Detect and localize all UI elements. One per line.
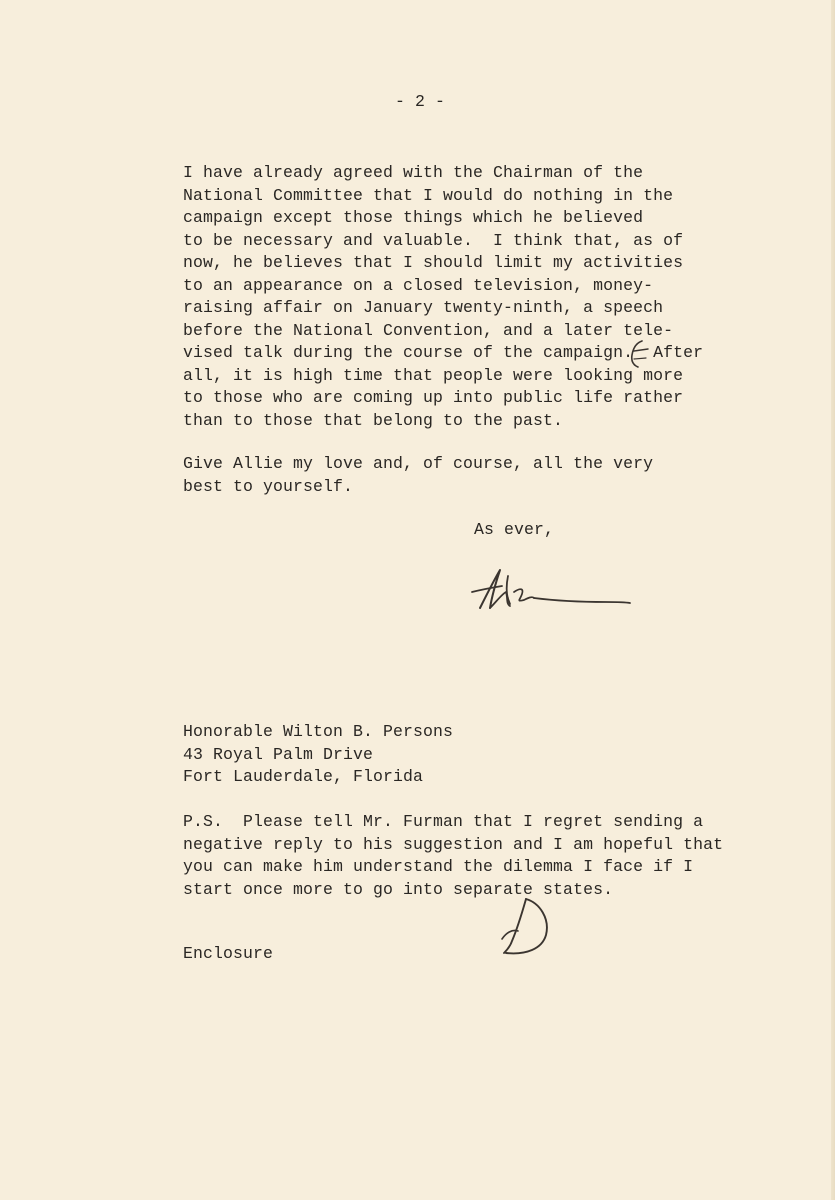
- text-line: to an appearance on a closed television, money-: [183, 275, 654, 295]
- text-line: before the National Convention, and a later tele-: [183, 320, 674, 340]
- text-line: to those who are coming up into public life rather: [183, 388, 684, 407]
- text-line: National Committee that I would do nothing in the: [183, 185, 674, 205]
- text-line: raising affair on January twenty-ninth, a speech: [183, 298, 664, 317]
- body-paragraph-1: [183, 162, 703, 432]
- text-line: vised talk during the course of the campaign. After: [183, 343, 704, 362]
- recipient-address: [183, 721, 453, 789]
- text-line: start once more to go into separate states.: [183, 879, 614, 899]
- handwritten-signature: [466, 562, 636, 618]
- page-number: - 2 -: [395, 92, 446, 111]
- text-line: campaign except those things which he believed: [183, 208, 644, 227]
- text-line: best to yourself.: [183, 476, 354, 496]
- address-line: Fort Lauderdale, Florida: [183, 767, 424, 786]
- body-paragraph-2: [183, 453, 653, 498]
- text-line: P.S. Please tell Mr. Furman that I regret sending a: [183, 812, 704, 831]
- text-line: you can make him understand the dilemma I face if I: [183, 857, 694, 876]
- text-line: to be necessary and valuable. I think that, as of: [183, 230, 684, 250]
- text-line: all, it is high time that people were looking more: [183, 365, 684, 385]
- enclosure-note: Enclosure: [183, 944, 274, 963]
- address-line: Honorable Wilton B. Persons: [183, 722, 454, 741]
- text-line: than to those that belong to the past.: [183, 410, 564, 430]
- postscript: [183, 811, 723, 901]
- complimentary-close: As ever,: [474, 520, 555, 539]
- text-line: negative reply to his suggestion and I am hopeful that: [183, 834, 724, 854]
- handwritten-initial: [496, 893, 554, 959]
- page-edge: [831, 0, 835, 1200]
- text-line: now, he believes that I should limit my activities: [183, 253, 684, 272]
- address-line: 43 Royal Palm Drive: [183, 744, 374, 764]
- text-line: Give Allie my love and, of course, all the very: [183, 454, 654, 473]
- text-line: I have already agreed with the Chairman of the: [183, 163, 644, 182]
- handwritten-bracket-mark: [624, 337, 658, 371]
